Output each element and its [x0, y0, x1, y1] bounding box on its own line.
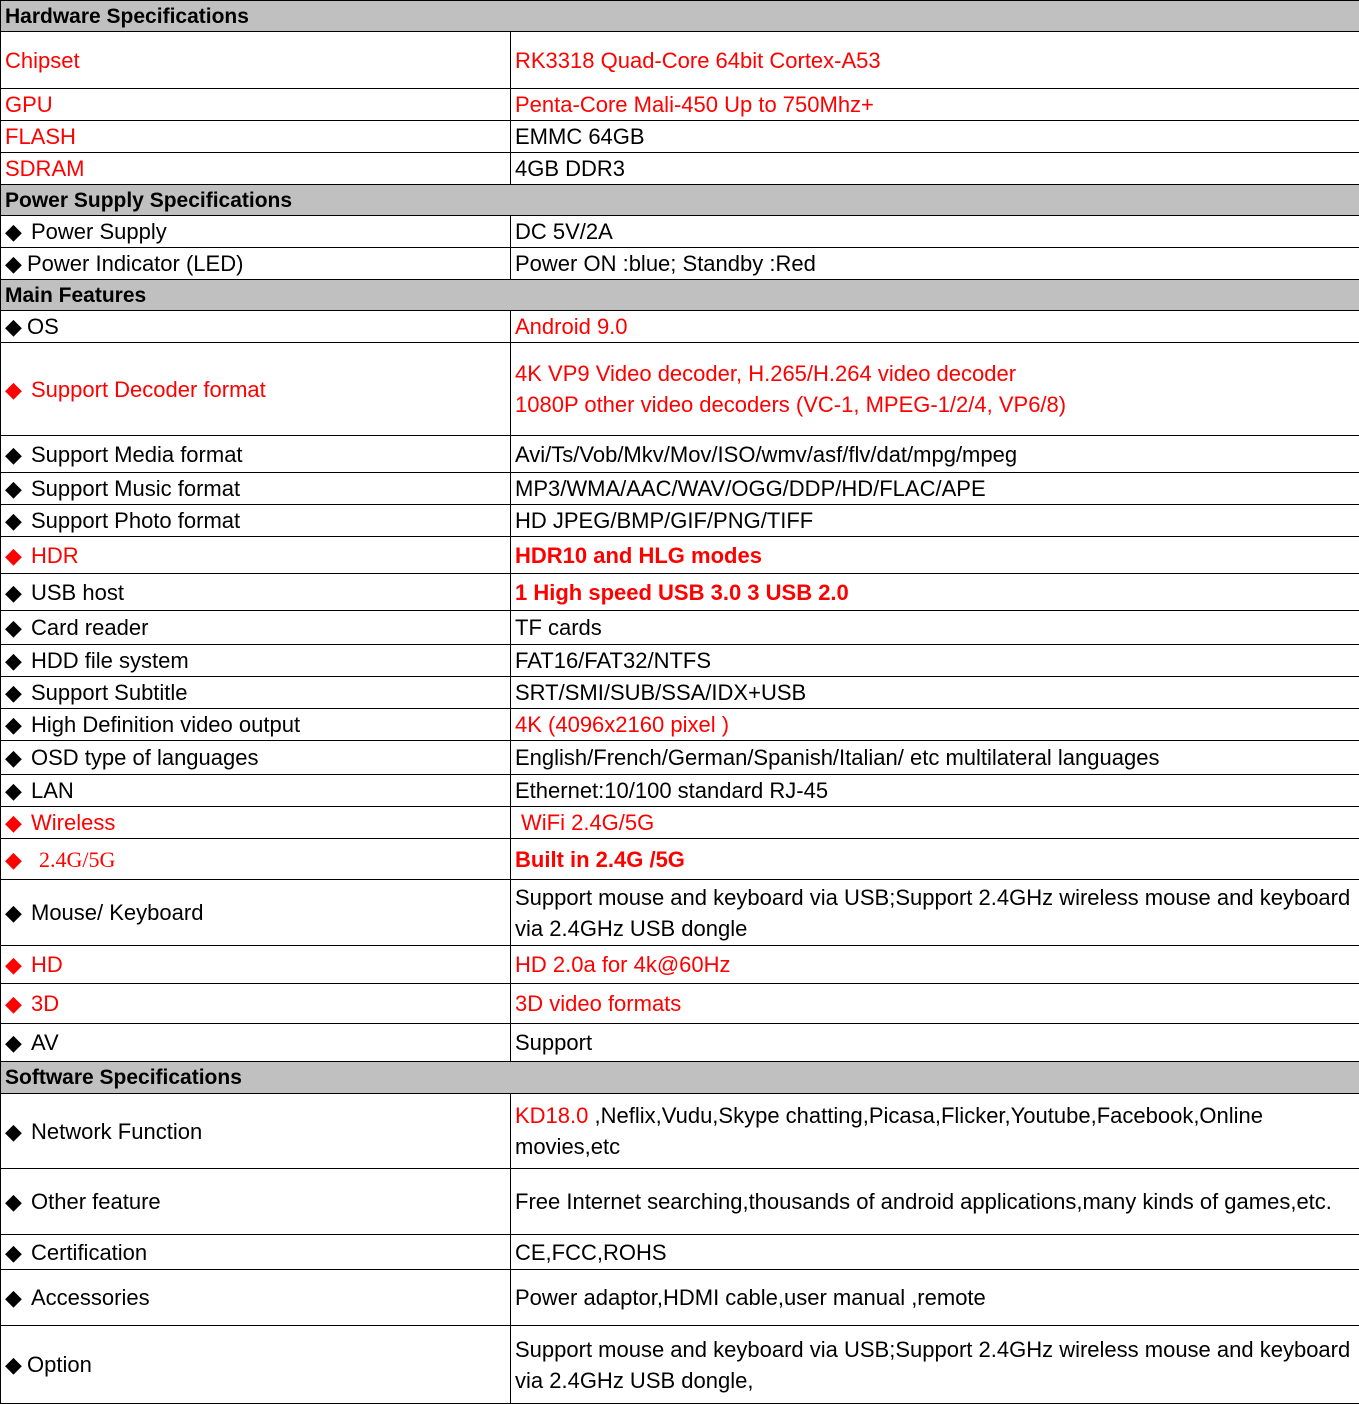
- spec-label: Support Decoder format: [31, 377, 266, 402]
- spec-value: Support mouse and keyboard via USB;Support 2.4GHz wireless mouse and keyboard via 2.4GHz USB dongle,: [511, 1326, 1359, 1404]
- spec-label: 3D: [31, 991, 59, 1016]
- spec-row-av: [1, 1024, 1359, 1062]
- spec-value: 3D video formats: [511, 984, 1359, 1024]
- spec-value: WiFi 2.4G/5G: [511, 807, 1359, 839]
- spec-label: OS: [27, 314, 59, 339]
- diamond-bullet-icon: ◆: [5, 1349, 27, 1380]
- section-title: Main Features: [1, 280, 1359, 311]
- spec-label: Power Indicator (LED): [27, 251, 243, 276]
- diamond-bullet-icon: ◆: [5, 540, 31, 571]
- spec-value-highlight: KD18.0: [515, 1103, 595, 1128]
- spec-label: AV: [31, 1030, 59, 1055]
- spec-row-photo: [1, 505, 1359, 537]
- spec-value: SRT/SMI/SUB/SSA/IDX+USB: [511, 677, 1359, 709]
- diamond-bullet-icon: ◆: [5, 1282, 31, 1313]
- spec-value: TF cards: [511, 611, 1359, 645]
- section-power: [1, 185, 1359, 216]
- diamond-bullet-icon: ◆: [5, 949, 31, 980]
- diamond-bullet-icon: ◆: [5, 473, 31, 504]
- diamond-bullet-icon: ◆: [5, 311, 27, 342]
- spec-value: Penta-Core Mali-450 Up to 750Mhz+: [511, 89, 1359, 121]
- spec-value: CE,FCC,ROHS: [511, 1235, 1359, 1270]
- diamond-bullet-icon: ◆: [5, 988, 31, 1019]
- spec-value: Avi/Ts/Vob/Mkv/Mov/ISO/wmv/asf/flv/dat/mpg/mpeg: [511, 436, 1359, 473]
- diamond-bullet-icon: ◆: [5, 439, 31, 470]
- spec-value: 1 High speed USB 3.0 3 USB 2.0: [511, 574, 1359, 611]
- diamond-bullet-icon: ◆: [5, 577, 31, 608]
- spec-row-power-supply: [1, 216, 1359, 248]
- diamond-bullet-icon: ◆: [5, 677, 31, 708]
- spec-label: Support Photo format: [31, 508, 240, 533]
- spec-label: Wireless: [31, 810, 115, 835]
- spec-row-hdd: [1, 645, 1359, 677]
- spec-label: Power Supply: [31, 219, 167, 244]
- spec-label: Network Function: [31, 1119, 202, 1144]
- diamond-bullet-icon: ◆: [5, 645, 31, 676]
- spec-row-gpu: [1, 89, 1359, 121]
- spec-row-lan: [1, 775, 1359, 807]
- spec-row-band: [1, 839, 1359, 880]
- spec-value-line: 1080P other video decoders (VC-1, MPEG-1/2/4, VP6/8): [515, 389, 1355, 420]
- spec-row-hd: [1, 946, 1359, 984]
- spec-label: Support Subtitle: [31, 680, 188, 705]
- diamond-bullet-icon: ◆: [5, 807, 31, 838]
- section-title: Hardware Specifications: [1, 1, 1359, 32]
- spec-value: Android 9.0: [511, 311, 1359, 343]
- spec-value: HD 2.0a for 4k@60Hz: [511, 946, 1359, 984]
- spec-value: English/French/German/Spanish/Italian/ etc multilateral languages: [511, 741, 1359, 775]
- spec-label: 2.4G/5G: [39, 847, 115, 872]
- spec-row-3d: [1, 984, 1359, 1024]
- spec-value: 4GB DDR3: [511, 153, 1359, 185]
- diamond-bullet-icon: ◆: [5, 1186, 31, 1217]
- spec-label: Mouse/ Keyboard: [31, 900, 203, 925]
- diamond-bullet-icon: ◆: [5, 374, 31, 405]
- spec-value: MP3/WMA/AAC/WAV/OGG/DDP/HD/FLAC/APE: [511, 473, 1359, 505]
- spec-value: Free Internet searching,thousands of android applications,many kinds of games,etc.: [511, 1169, 1359, 1235]
- diamond-bullet-icon: ◆: [5, 1116, 31, 1147]
- spec-label: Option: [27, 1352, 92, 1377]
- spec-row-os: [1, 311, 1359, 343]
- spec-label: GPU: [1, 89, 511, 121]
- spec-row-card: [1, 611, 1359, 645]
- spec-value: Built in 2.4G /5G: [511, 839, 1359, 880]
- spec-row-mouse: [1, 880, 1359, 946]
- spec-value: HDR10 and HLG modes: [511, 537, 1359, 574]
- spec-label: Certification: [31, 1240, 147, 1265]
- diamond-bullet-icon: ◆: [5, 844, 39, 875]
- spec-label: HDD file system: [31, 648, 189, 673]
- spec-row-subtitle: [1, 677, 1359, 709]
- spec-label: Other feature: [31, 1189, 161, 1214]
- spec-row-usb: [1, 574, 1359, 611]
- diamond-bullet-icon: ◆: [5, 1237, 31, 1268]
- spec-value: HD JPEG/BMP/GIF/PNG/TIFF: [511, 505, 1359, 537]
- spec-row-hdr: [1, 537, 1359, 574]
- spec-label: HDR: [31, 543, 79, 568]
- spec-label: HD: [31, 952, 63, 977]
- section-main-features: [1, 280, 1359, 311]
- spec-value: Power adaptor,HDMI cable,user manual ,remote: [511, 1270, 1359, 1326]
- spec-row-music: [1, 473, 1359, 505]
- spec-label: OSD type of languages: [31, 745, 258, 770]
- spec-row-chipset: [1, 32, 1359, 89]
- spec-value: Support mouse and keyboard via USB;Support 2.4GHz wireless mouse and keyboard via 2.4GHz USB dongle: [511, 880, 1359, 946]
- diamond-bullet-icon: ◆: [5, 1027, 31, 1058]
- section-software: [1, 1062, 1359, 1094]
- spec-row-accessories: [1, 1270, 1359, 1326]
- spec-row-decoder: [1, 343, 1359, 436]
- spec-value: 4K (4096x2160 pixel ): [511, 709, 1359, 741]
- spec-value: Support: [511, 1024, 1359, 1062]
- spec-value: ,Neflix,Vudu,Skype chatting,Picasa,Flicker,Youtube,Facebook,Online movies,etc: [515, 1103, 1263, 1159]
- spec-row-sdram: [1, 153, 1359, 185]
- spec-label: High Definition video output: [31, 712, 300, 737]
- section-hardware: [1, 1, 1359, 32]
- spec-value: FAT16/FAT32/NTFS: [511, 645, 1359, 677]
- spec-row-hd-video: [1, 709, 1359, 741]
- section-title: Power Supply Specifications: [1, 185, 1359, 216]
- spec-label: USB host: [31, 580, 124, 605]
- spec-value-line: 4K VP9 Video decoder, H.265/H.264 video decoder: [515, 358, 1355, 389]
- spec-row-other: [1, 1169, 1359, 1235]
- diamond-bullet-icon: ◆: [5, 612, 31, 643]
- diamond-bullet-icon: ◆: [5, 775, 31, 806]
- section-title: Software Specifications: [1, 1062, 1359, 1094]
- diamond-bullet-icon: ◆: [5, 742, 31, 773]
- spec-label: Card reader: [31, 615, 148, 640]
- spec-row-flash: [1, 121, 1359, 153]
- spec-row-media: [1, 436, 1359, 473]
- diamond-bullet-icon: ◆: [5, 897, 31, 928]
- spec-value: RK3318 Quad-Core 64bit Cortex-A53: [511, 32, 1359, 89]
- spec-value: Ethernet:10/100 standard RJ-45: [511, 775, 1359, 807]
- spec-value: EMMC 64GB: [511, 121, 1359, 153]
- diamond-bullet-icon: ◆: [5, 709, 31, 740]
- spec-label: SDRAM: [1, 153, 511, 185]
- spec-label: Support Media format: [31, 442, 243, 467]
- spec-value: DC 5V/2A: [511, 216, 1359, 248]
- spec-value: Power ON :blue; Standby :Red: [511, 248, 1359, 280]
- spec-row-wireless: [1, 807, 1359, 839]
- spec-row-cert: [1, 1235, 1359, 1270]
- spec-row-network: [1, 1094, 1359, 1169]
- spec-label: Chipset: [1, 32, 511, 89]
- diamond-bullet-icon: ◆: [5, 216, 31, 247]
- spec-label: FLASH: [1, 121, 511, 153]
- spec-label: Support Music format: [31, 476, 240, 501]
- diamond-bullet-icon: ◆: [5, 248, 27, 279]
- spec-label: LAN: [31, 778, 74, 803]
- diamond-bullet-icon: ◆: [5, 505, 31, 536]
- spec-row-power-indicator: [1, 248, 1359, 280]
- spec-row-osd: [1, 741, 1359, 775]
- spec-label: Accessories: [31, 1285, 150, 1310]
